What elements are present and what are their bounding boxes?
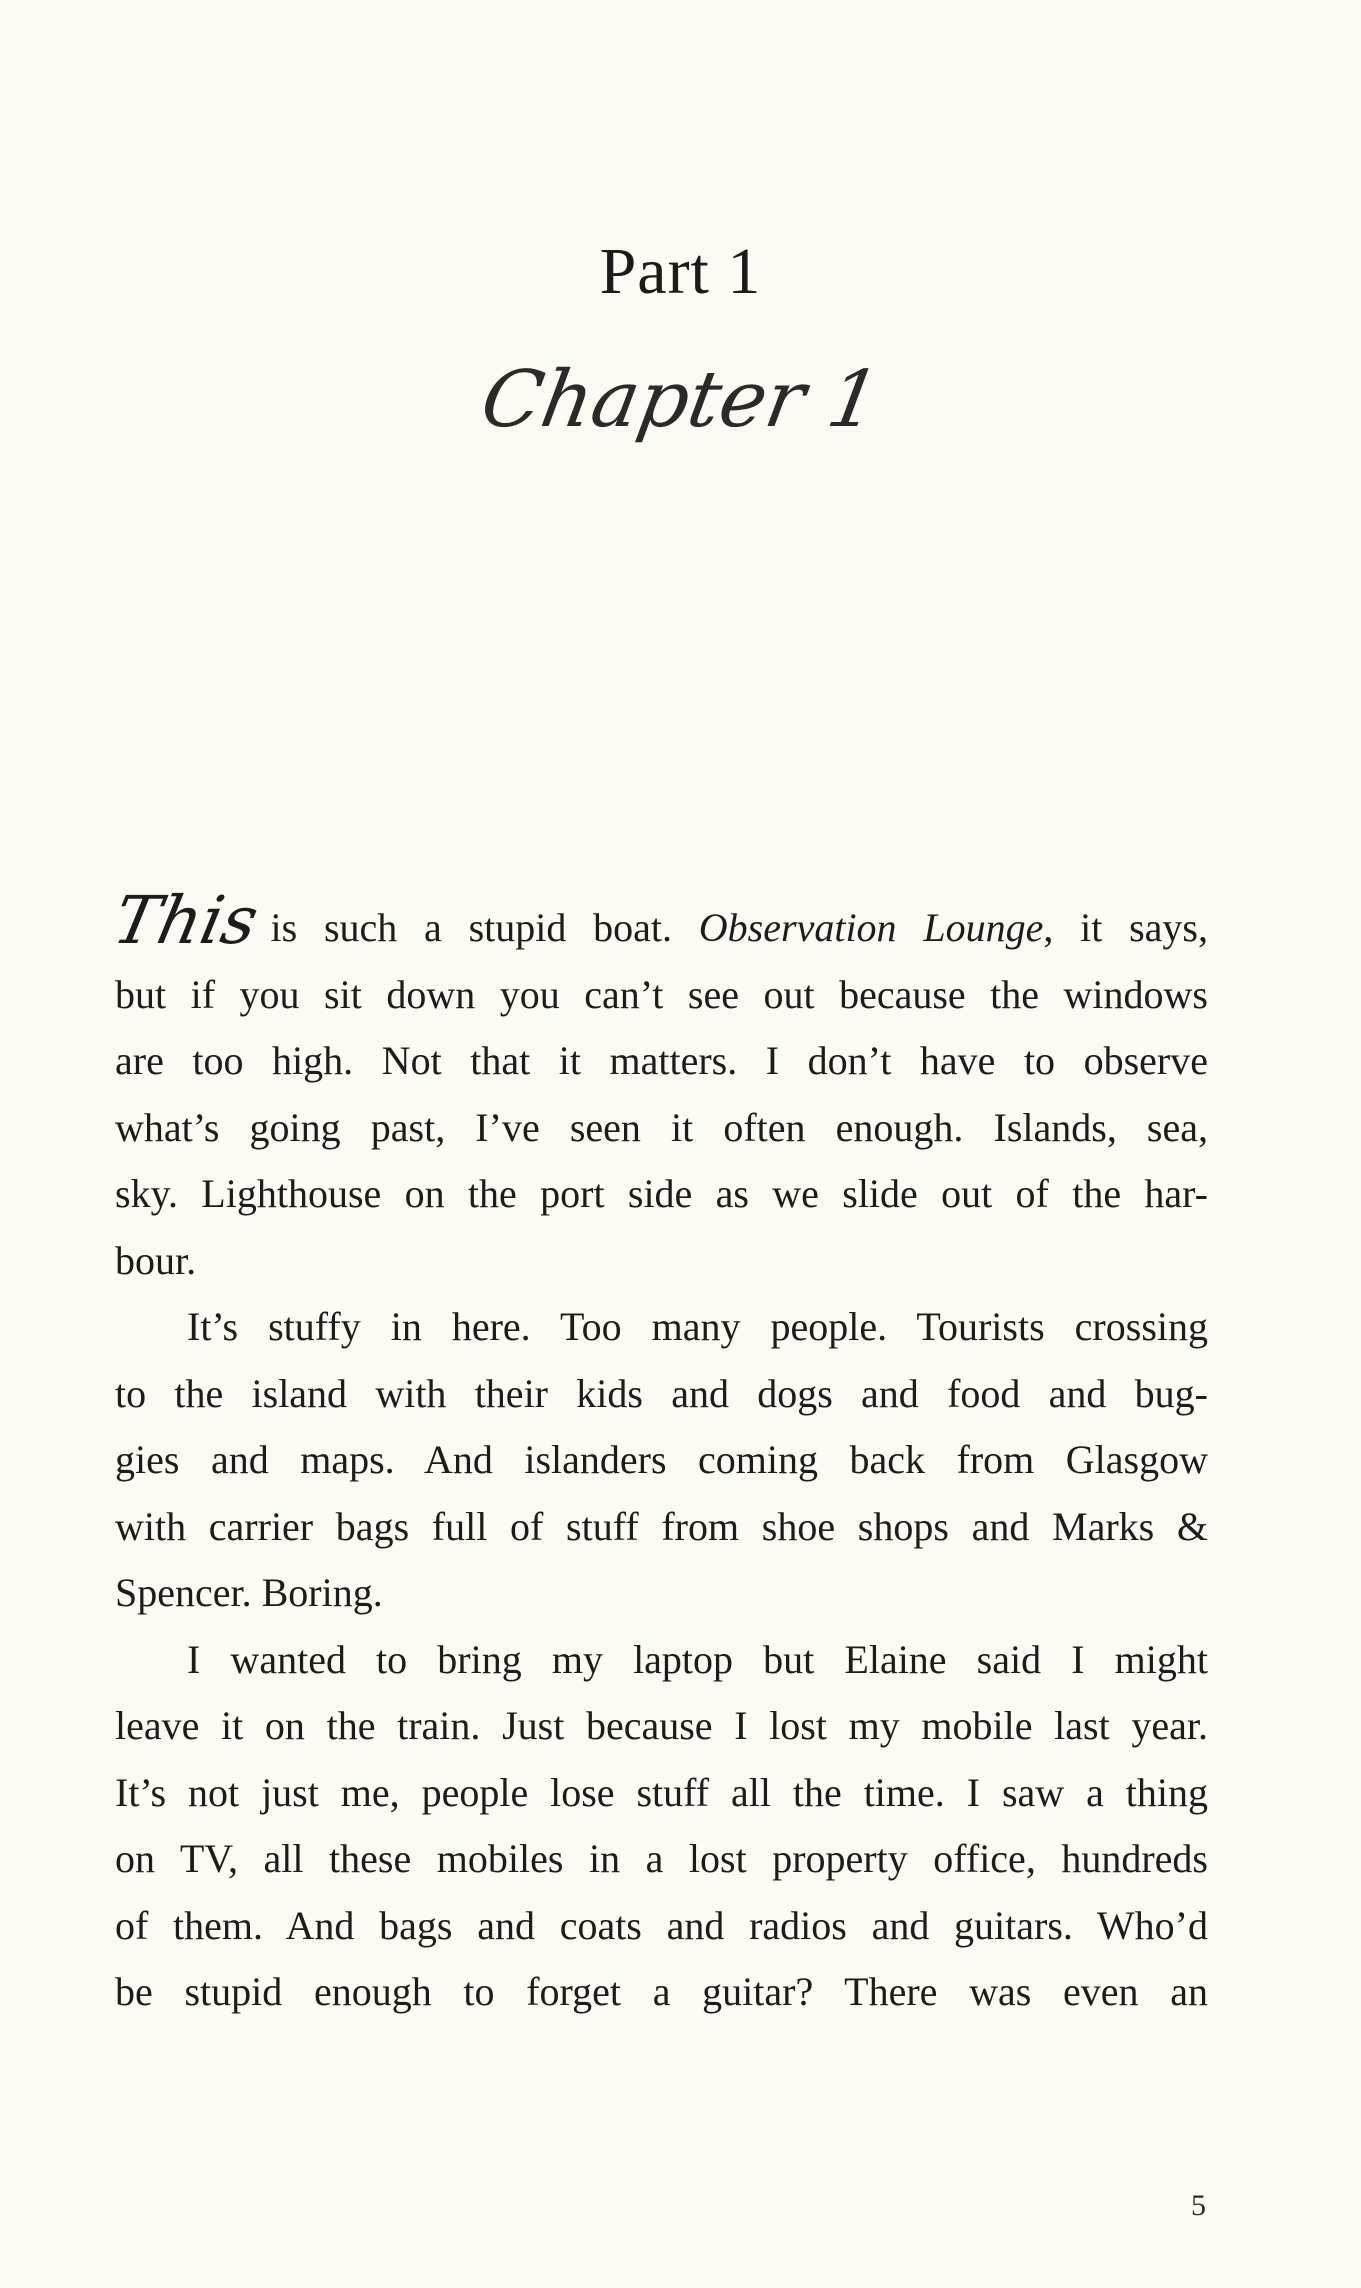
text-line: It’s stuffy in here. Too many people. Tourists crossing: [187, 1304, 1208, 1349]
part-title: Part 1: [599, 235, 762, 308]
text-line: sky. Lighthouse on the port side as we slide out of the har-: [115, 1171, 1208, 1216]
text-line: bour.: [115, 1237, 197, 1283]
emphasis-text: Observation Lounge: [698, 905, 1044, 950]
text-line: on TV, all these mobiles in a lost property office, hundreds: [115, 1836, 1208, 1881]
text-line: with carrier bags full of stuff from shoe shops and Marks &: [115, 1503, 1208, 1549]
chapter-body-text: [106, 882, 1208, 2026]
text-line: but if you sit down you can’t see out because the windows: [115, 971, 1208, 1017]
text-line: It’s not just me, people lose stuff all the time. I saw a thing: [115, 1769, 1208, 1815]
page-number: 5: [1191, 2189, 1206, 2222]
text-line: of them. And bags and coats and radios and guitars. Who’d: [115, 1902, 1208, 1948]
text-line: I wanted to bring my laptop but Elaine said I might: [187, 1636, 1208, 1682]
text-line: gies and maps. And islanders coming back from Glasgow: [115, 1437, 1208, 1482]
text-line: what’s going past, I’ve seen it often enough. Islands, sea,: [115, 1104, 1208, 1150]
opening-word: This: [106, 882, 265, 959]
text-line: Spencer. Boring.: [115, 1570, 383, 1615]
chapter-title: Chapter 1: [474, 355, 887, 445]
text-line: This is such a stupid boat. Observation Lounge, it says,: [106, 882, 1208, 959]
text-line: leave it on the train. Just because I lost my mobile last year.: [115, 1703, 1208, 1748]
text-line: be stupid enough to forget a guitar? There was even an: [115, 1969, 1208, 2014]
text-line: to the island with their kids and dogs and food and bug-: [115, 1370, 1208, 1416]
text-line: are too high. Not that it matters. I don’t have to observe: [115, 1038, 1208, 1083]
